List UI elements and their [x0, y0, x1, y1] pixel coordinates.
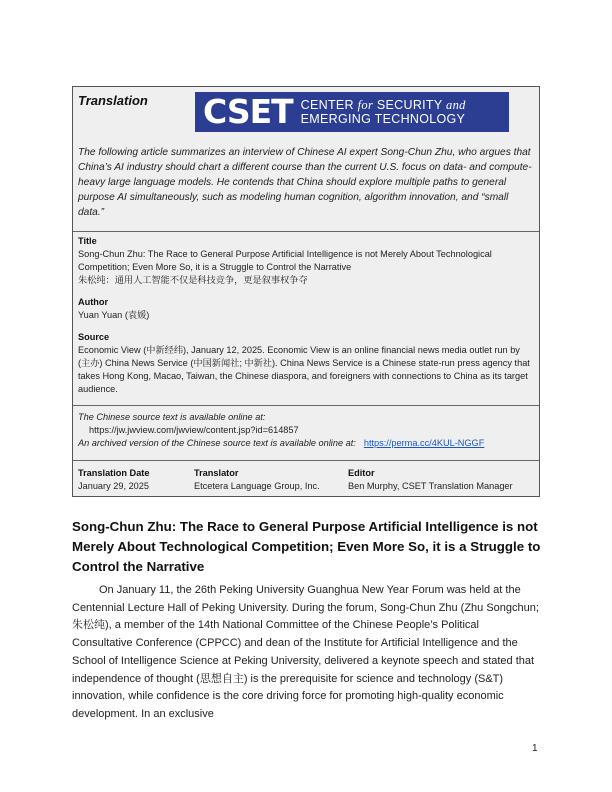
translation-label: Translation — [78, 93, 148, 108]
source-note: The Chinese source text is available online at: — [78, 412, 266, 422]
translator-value: Etcetera Language Group, Inc. — [194, 481, 320, 491]
source-label: Source — [78, 332, 110, 342]
archive-link[interactable]: https://perma.cc/4KUL-NGGF — [363, 438, 485, 448]
author-value: Yuan Yuan (袁媛) — [78, 310, 150, 320]
title-english: Song-Chun Zhu: The Race to General Purpose Artificial Intelligence is not Merely About Technological Competition; Even More So, it is a Struggle to Control the Narrative — [78, 249, 492, 272]
archive-note: An archived version of the Chinese source text is available online at: — [78, 438, 356, 448]
source-value: Economic View (中新经纬), January 12, 2025. Economic View is an online financial news media outlet run by (主办) China News Service (中国新闻社; 中新社). China News Service is a Chinese state-run press agency that takes Hong Kong, Macao, Taiwan, the Chinese diaspora, and foreigners with connections to China as its target audience. — [78, 345, 530, 394]
source-url: https://jw.jwview.com/jwview/content.jsp?id=614857 — [89, 425, 299, 435]
links-section — [73, 406, 539, 461]
translator-label: Translator — [194, 468, 239, 478]
translation-date-label: Translation Date — [78, 468, 150, 478]
article-title: Song-Chun Zhu: The Race to General Purpose Artificial Intelligence is not Merely About Technological Competition; Even More So, it is a Struggle to Control the Narrative — [72, 519, 541, 574]
metadata-box — [72, 86, 540, 497]
translation-date-value: January 29, 2025 — [78, 481, 150, 491]
archive-line — [78, 437, 534, 450]
source-field — [78, 331, 534, 396]
translator-column — [194, 467, 320, 493]
author-field — [78, 296, 534, 322]
credits-section — [73, 461, 539, 496]
editor-value: Ben Murphy, CSET Translation Manager — [348, 481, 513, 491]
article-summary: The following article summarizes an interview of Chinese AI expert Song-Chun Zhu, who argues that China’s AI industry should chart a different course than the current U.S. focus on data- and compute-heavy large language models. He contends that China should explore multiple paths to general purpose AI simultaneously, such as modeling human cognition, algorithm innovation, and “small data.” — [78, 147, 532, 218]
title-label: Title — [78, 236, 97, 246]
author-label: Author — [78, 297, 109, 307]
cset-logo-mark: CSET — [203, 92, 293, 131]
editor-column — [348, 467, 513, 493]
cset-logo — [195, 92, 509, 132]
title-field — [78, 235, 534, 287]
article-paragraph: On January 11, the 26th Peking University Guanghua New Year Forum was held at the Centennial Lecture Hall of Peking University. During the forum, Song-Chun Zhu (Zhu Songchun; 朱松纯), a member of the 14th National Committee of the Chinese People’s Political Consultative Conference (CPPCC) and dean of the Institute for Artificial Intelligence and the School of Intelligence Science at Peking University, delivered a keynote speech and stated that independence of thought (思想自主) is the prerequisite for science and technology (S&T) innovation, while confidence is the core driving force for promoting high-quality economic development. In an exclusive — [72, 584, 539, 720]
translation-date-column — [78, 467, 149, 493]
title-chinese: 朱松纯：通用人工智能不仅是科技竞争，更是叙事权争夺 — [78, 275, 308, 285]
editor-label: Editor — [348, 468, 375, 478]
page-number: 1 — [532, 743, 538, 754]
metadata-section — [73, 232, 539, 406]
cset-logo-text: CENTER for SECURITY and EMERGING TECHNOLOGY — [300, 98, 466, 126]
header-section — [73, 87, 539, 232]
